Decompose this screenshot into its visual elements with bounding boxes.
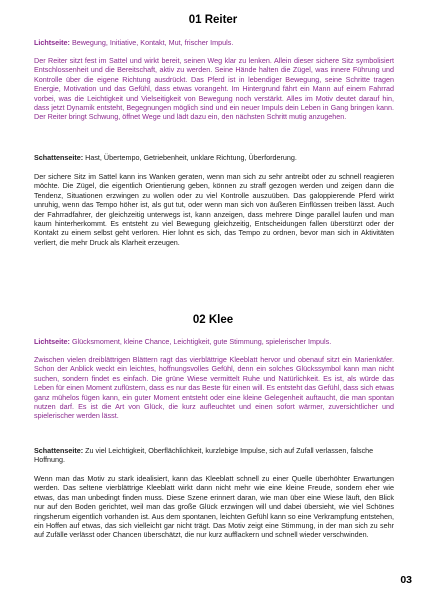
light-side-label: Lichtseite:: [34, 337, 70, 346]
shadow-side-label: Schattenseite:: [34, 153, 84, 162]
shadow-side-keywords: Zu viel Leichtigkeit, Oberflächlichkeit, kurzlebige Impulse, sich auf Zufall verlassen, falsche Hoffnung.: [34, 446, 374, 465]
page-number: 03: [400, 574, 412, 586]
light-side-keywords-reiter: [34, 38, 394, 47]
shadow-side-text-reiter: Der sichere Sitz im Sattel kann ins Wanken geraten, wenn man sich zu sehr antreibt oder zu schnell reagieren möchte. Die Zügel, die eigentlich Orientierung geben, können zu straff gezogen werden und zeigen dann die Tendenz, Situationen erzwingen zu wollen oder zu viel Kontrolle auszuüben. Das galoppierende Pferd wirkt unruhig, wenn das Tempo höher ist, als gut tut, oder wenn man sich von äußeren Einflüssen treiben lässt. Auch der Fahrradfahrer, der gleichzeitig unterwegs ist, kann anzeigen, dass mehrere Dinge parallel laufen und man kaum hinterherkommt. Es entsteht zu viel Bewegung gleichzeitig, Entscheidungen fallen überstürzt oder der Kontakt zu einem selbst geht verloren. Hier lohnt es sich, das Tempo zu ordnen, bevor man sich in Aktivitäten verliert, die mehr Druck als Klarheit erzeugen.: [34, 172, 394, 247]
card-title-klee: 02 Klee: [192, 314, 234, 326]
light-side-text-reiter: Der Reiter sitzt fest im Sattel und wirkt bereit, seinen Weg klar zu lenken. Allein dieser sichere Sitz symbolisiert Entschlossenheit und die Bereitschaft, aktiv zu werden. Seine Hände halten die Zügel, was innere Führung und Kontrolle über die eigene Richtung ausdrückt. Das Pferd ist in lebendiger Bewegung, seine Schritte tragen Energie, Motivation und das Gefühl, dass etwas vorangeht. Im Hintergrund fährt ein Mann auf einem Fahrrad vorbei, was die Leichtigkeit und Vielseitigkeit von Bewegung noch verstärkt. Alles im Motiv deutet darauf hin, dass jetzt Dynamik entsteht, Begegnungen möglich sind und ein neuer Impuls dein Leben in Gang bringen kann. Der Reiter bringt Schwung, öffnet Wege und lädt dazu ein, den nächsten Schritt mutig anzugehen.: [34, 56, 394, 122]
shadow-side-label: Schattenseite:: [34, 446, 84, 455]
shadow-side-text-klee: Wenn man das Motiv zu stark idealisiert, kann das Kleeblatt schnell zu einer Quelle überhöhter Erwartungen werden. Das seltene vierblättrige Kleeblatt wirkt dann nicht mehr wie eine kleine Freude, sondern eher wie etwas, das man unbedingt finden muss. Diese Szene erinnert daran, wie man über eine Wiese läuft, den Blick nur auf den Boden gerichtet, weil man das große Glück erzwingen will und dabei übersieht, wie viel Schönes ringsherum eigentlich vorhanden ist. Aus dem spontanen, leichten Gefühl kann so eine Verkrampfung entstehen, ein Hoffen auf etwas, das sich vielleicht gar nicht trägt. Das Motiv zeigt eine Stimmung, in der man sich zu sehr auf Zufälle verlässt oder Chancen überschätzt, die nur kurz aufflackern und schnell wieder verschwinden.: [34, 474, 394, 540]
light-side-label: Lichtseite:: [34, 38, 70, 47]
light-side-keywords-klee: [34, 337, 394, 346]
card-title-reiter: 01 Reiter: [188, 14, 238, 26]
light-side-keywords: Glücksmoment, kleine Chance, Leichtigkeit, gute Stimmung, spielerischer Impuls.: [69, 337, 332, 346]
shadow-side-keywords: Hast, Übertempo, Getriebenheit, unklare Richtung, Überforderung.: [83, 153, 297, 162]
light-side-text-klee: Zwischen vielen dreiblättrigen Blättern ragt das vierblättrige Kleeblatt hervor und obenauf sitzt ein Marienkäfer. Schon der Anblick weckt ein leichtes, hoffnungsvolles Gefühl, denn ein solches Glückssymbol kann man nicht suchen, sondern findet es einfach. Die grüne Wiese vermittelt Ruhe und Natürlichkeit. Es ist, als würde das Leben für einen Moment zuflüstern, dass es nur das Beste für einen will. Es entsteht das Gefühl, dass sich etwas ganz mühelos fügen kann, ein guter Moment entsteht oder eine kleine Gelegenheit auftaucht, die man spontan nutzen darf. Es ist die Art von Glück, die kurz aufleuchtet und einen sofort wärmer, zuversichtlicher und spielerischer werden lässt.: [34, 355, 394, 421]
shadow-side-keywords-reiter: [34, 153, 394, 162]
light-side-keywords: Bewegung, Initiative, Kontakt, Mut, frischer Impuls.: [69, 38, 234, 47]
shadow-side-keywords-klee: [34, 446, 394, 465]
